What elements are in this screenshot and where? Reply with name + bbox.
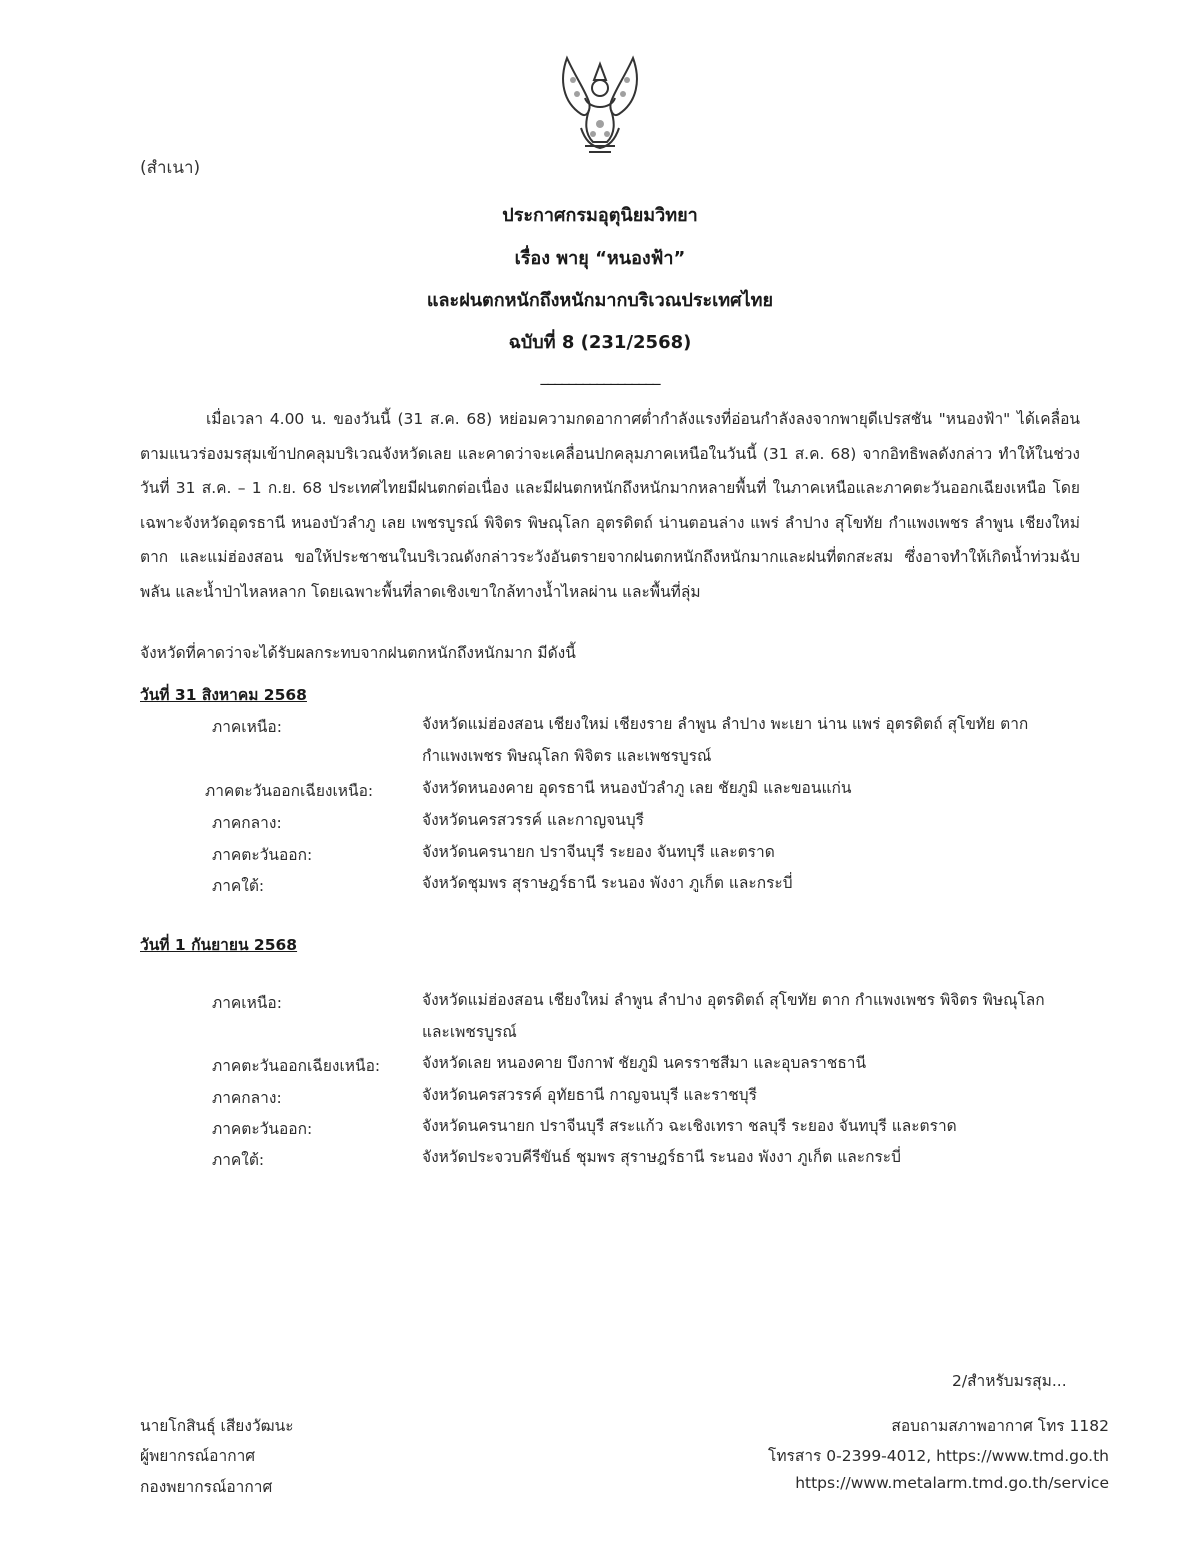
region-label-south: ภาคใต้: [212,1151,265,1169]
copy-label: (สำเนา) [140,158,201,178]
region-provinces-central: จังหวัดนครสวรรค์ และกาญจนบุรี [422,811,644,829]
affected-provinces-intro: จังหวัดที่คาดว่าจะได้รับผลกระทบจากฝนตกหนักถึงหนักมาก มีดังนี้ [140,644,576,662]
contact-service-url[interactable]: https://www.metalarm.tmd.go.th/service [795,1474,1109,1492]
date-heading-day-2: วันที่ 1 กันยายน 2568 [140,936,298,954]
contact-fax-website[interactable]: โทรสาร 0-2399-4012, https://www.tmd.go.th [768,1447,1109,1465]
signature-name: นายโกสินธุ์ เสียงวัฒนะ [140,1417,294,1435]
region-label-central: ภาคกลาง: [212,1089,282,1107]
signature-position: ผู้พยากรณ์อากาศ [140,1447,256,1465]
announcement-issue-number: ฉบับที่ 8 (231/2568) [508,332,692,353]
region-label-central: ภาคกลาง: [212,814,282,832]
region-provinces-central: จังหวัดนครสวรรค์ อุทัยธานี กาญจนบุรี และราชบุรี [422,1086,757,1104]
region-provinces-north: จังหวัดแม่ฮ่องสอน เชียงใหม่ ลำพูน ลำปาง อุตรดิตถ์ สุโขทัย ตาก กำแพงเพชร พิจิตร พิษณุโลก และเพชรบูรณ์ [422,991,1045,1041]
region-provinces-north: จังหวัดแม่ฮ่องสอน เชียงใหม่ เชียงราย ลำพูน ลำปาง พะเยา น่าน แพร่ อุตรดิตถ์ สุโขทัย ตาก กำแพงเพชร พิษณุโลก พิจิตร และเพชรบูรณ์ [422,715,1029,765]
page-continuation: 2/สำหรับมรสุม... [952,1372,1067,1390]
region-provinces-northeast: จังหวัดเลย หนองคาย บึงกาฬ ชัยภูมิ นครราชสีมา และอุบลราชธานี [422,1054,867,1072]
contact-hotline: สอบถามสภาพอากาศ โทร 1182 [891,1417,1109,1435]
region-provinces-northeast: จังหวัดหนองคาย อุดรธานี หนองบัวลำภู เลย ชัยภูมิ และขอนแก่น [422,779,852,797]
region-label-east: ภาคตะวันออก: [212,1120,313,1138]
date-heading-day-1: วันที่ 31 สิงหาคม 2568 [140,686,307,704]
announcement-subject: เรื่อง พายุ “หนองฟ้า” [514,248,686,269]
region-label-northeast: ภาคตะวันออกเฉียงเหนือ: [212,1057,381,1075]
region-provinces-south: จังหวัดประจวบคีรีขันธ์ ชุมพร สุราษฎร์ธานี ระนอง พังงา ภูเก็ต และกระบี่ [422,1148,901,1166]
signature-division: กองพยากรณ์อากาศ [140,1478,273,1496]
region-label-north: ภาคเหนือ: [212,718,282,736]
region-label-north: ภาคเหนือ: [212,994,282,1012]
region-provinces-east: จังหวัดนครนายก ปราจีนบุรี ระยอง จันทบุรี และตราด [422,843,775,861]
region-label-east: ภาคตะวันออก: [212,846,313,864]
region-provinces-east: จังหวัดนครนายก ปราจีนบุรี สระแก้ว ฉะเชิงเทรา ชลบุรี ระยอง จันทบุรี และตราด [422,1117,957,1135]
body-paragraph: เมื่อเวลา 4.00 น. ของวันนี้ (31 ส.ค. 68) หย่อมความกดอากาศต่ำกำลังแรงที่อ่อนกำลังลงจากพายุดีเปรสชัน "หนองฟ้า" ได้เคลื่อนตามแนวร่องมรสุมเข้าปกคลุมบริเวณจังหวัดเลย และคาดว่าจะเคลื่อนปกคลุมภาคเหนือในวันนี้ (31 ส.ค. 68) จากอิทธิพลดังกล่าว ทำให้ในช่วงวันที่ 31 ส.ค. – 1 ก.ย. 68 ประเทศไทยมีฝนตกต่อเนื่อง และมีฝนตกหนักถึงหนักมากหลายพื้นที่ ในภาคเหนือและภาคตะวันออกเฉียงเหนือ โดยเฉพาะจังหวัดอุดรธานี หนองบัวลำภู เลย เพชรบูรณ์ พิจิตร พิษณุโลก อุตรดิตถ์ น่านตอนล่าง แพร่ ลำปาง สุโขทัย กำแพงเพชร ลำพูน เชียงใหม่ ตาก และแม่ฮ่องสอน ขอให้ประชาชนในบริเวณดังกล่าวระวังอันตรายจากฝนตกหนักถึงหนักมากและฝนที่ตกสะสม ซึ่งอาจทำให้เกิดน้ำท่วมฉับพลัน และน้ำป่าไหลหลาก โดยเฉพาะพื้นที่ลาดเชิงเขาใกล้ทางน้ำไหลผ่าน และพื้นที่ลุ่ม [140,410,1080,601]
announcement-subject-cont: และฝนตกหนักถึงหนักมากบริเวณประเทศไทย [426,290,774,311]
garuda-emblem-icon [545,50,655,160]
region-label-northeast: ภาคตะวันออกเฉียงเหนือ: [205,782,374,800]
announcement-title: ประกาศกรมอุตุนิยมวิทยา [502,205,698,226]
title-separator: _________________ [540,366,660,385]
region-provinces-south: จังหวัดชุมพร สุราษฎร์ธานี ระนอง พังงา ภูเก็ต และกระบี่ [422,874,793,892]
region-label-south: ภาคใต้: [212,877,265,895]
